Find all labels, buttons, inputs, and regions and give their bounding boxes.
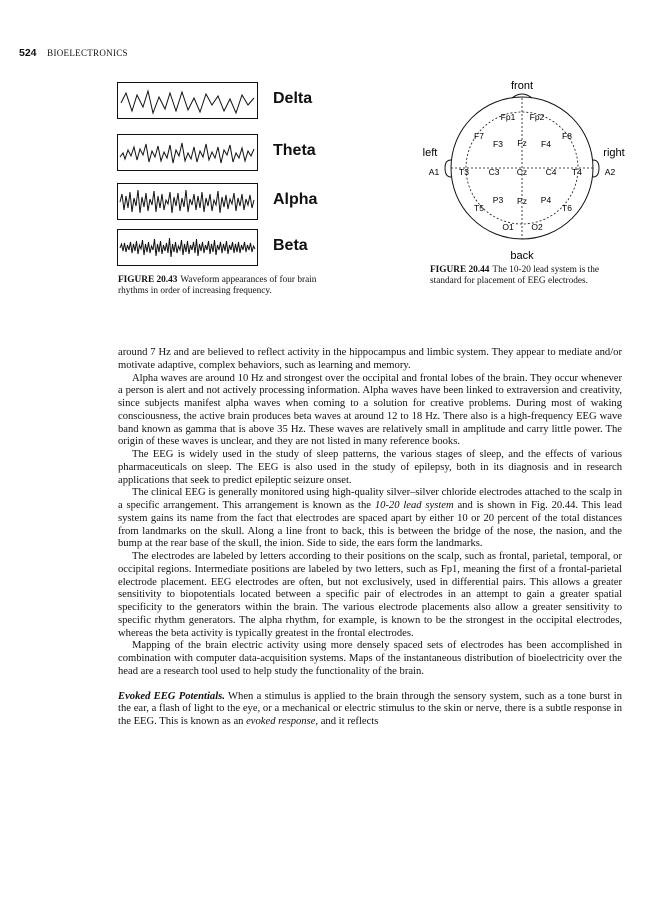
paragraph: Alpha waves are around 10 Hz and strongest over the occipital and frontal lobes of the brain. They occur whenever a person is alert and not actively processing information. Alpha waves have been linked to extraversion and creativity, since subjects manifest alpha waves when coming to a solution for creative problems. During most of waking consciousness, the active brain produces beta waves at around 12 to 18 Hz. There also is a high-frequency EEG wave band known as gamma that is above 35 Hz. These waves are relatively small in amplitude and carry little power. The origin of these waves is unclear, and they are not listed in many reference books. <box>118 372 622 448</box>
wave-trace-box <box>117 82 258 119</box>
paragraph: The EEG is widely used in the study of sleep patterns, the various stages of sleep, and the effects of various pharmaceuticals on sleep. The EEG is also used in the study of epilepsy, both in its diagnosis and in research applications that seek to predict epileptic seizure onset. <box>118 449 622 486</box>
electrode: F8 <box>562 131 572 141</box>
wave-panel-alpha <box>117 183 377 223</box>
electrode: O2 <box>531 222 543 232</box>
wave-label: Theta <box>273 142 316 159</box>
electrode: T3 <box>459 167 469 177</box>
delta-trace <box>118 83 257 118</box>
electrode: C3 <box>488 167 500 177</box>
paragraph <box>118 487 622 551</box>
electrode: Pz <box>517 196 527 206</box>
emphasis: evoked response <box>246 716 316 727</box>
label-left: left <box>422 147 438 159</box>
paragraph: The electrodes are labeled by letters according to their positions on the scalp, such as frontal, parietal, temporal, or occipital regions. Intermediate positions are labeled by two letters, such as Fp1, meaning the first of a frontal-parietal electrode placement. EEG electrodes are often, but not exclusively, used in differential pairs. This allows a greater sensitivity to biopotentials located between a specific pair of electrodes in an attempt to gain a greater spatial specificity to the generators within the brain. The various electrode placements also allow a greater sensitivity to specific rhythm generators. The alpha rhythm, for example, is known to be the strongest in the occipital electrodes, whereas the beta activity is typically greatest in the frontal electrodes. <box>118 551 622 639</box>
electrode: Fz <box>517 138 527 148</box>
wave-panel-beta <box>117 229 377 269</box>
right-ear <box>593 160 599 177</box>
body-text <box>118 347 622 729</box>
electrode: Cz <box>516 167 528 177</box>
electrode: Fp2 <box>529 112 545 122</box>
beta-trace <box>118 230 257 265</box>
paragraph <box>118 691 622 729</box>
electrode: T6 <box>562 203 572 213</box>
wave-label: Delta <box>273 90 313 107</box>
electrode: P3 <box>492 195 504 205</box>
wave-panel-delta <box>117 82 377 122</box>
caption-text: The 10-20 lead system is the standard for placement of EEG electrodes. <box>430 265 600 286</box>
wave-trace-box <box>117 183 258 220</box>
label-back: back <box>510 250 534 262</box>
paragraph: around 7 Hz and are believed to reflect activity in the hippocampus and limbic system. They appear to mediate and/or motivate adaptive, complex behaviors, such as learning and memory. <box>118 347 622 371</box>
electrode: F3 <box>493 139 503 149</box>
label-front: front <box>510 80 534 92</box>
electrode: A2 <box>604 167 616 177</box>
theta-trace <box>118 135 257 170</box>
page-number: 524 <box>19 47 37 59</box>
section-runin-heading: Evoked EEG Potentials. <box>118 690 225 702</box>
electrode: Fp1 <box>500 112 516 122</box>
wave-trace-box <box>117 134 258 171</box>
paragraph: Mapping of the brain electric activity using more densely spaced sets of electrodes has been accomplished in combination with computer data-acquisition systems. Maps of the instantaneous distribution of bioelectricity over the head are a research tool used to help study the functionality of the brain. <box>118 640 622 677</box>
running-header <box>19 47 128 59</box>
label-right: right <box>603 147 625 159</box>
wave-panel-theta <box>117 134 377 174</box>
caption-label: FIGURE 20.43 <box>118 275 178 285</box>
figure-20-44-caption <box>430 265 624 287</box>
electrode: P4 <box>540 195 552 205</box>
electrode: F7 <box>474 131 484 141</box>
electrode: C4 <box>545 167 557 177</box>
caption-label: FIGURE 20.44 <box>430 265 490 275</box>
wave-label: Beta <box>273 237 308 254</box>
electrode: O1 <box>502 222 514 232</box>
figure-20-43-caption <box>118 275 332 297</box>
electrode: A1 <box>428 167 440 177</box>
emphasis: 10-20 lead system <box>374 500 454 511</box>
eeg-10-20-diagram <box>410 76 635 266</box>
left-ear <box>445 160 451 177</box>
paragraph-text: , and it reflects <box>315 716 379 727</box>
wave-trace-box <box>117 229 258 266</box>
electrode: T5 <box>474 203 484 213</box>
wave-label: Alpha <box>273 191 318 208</box>
paragraph-text: and is shown in Fig. 20.44. This lead system gains its name from the fact that electrodes are spaced apart by either 10 or 20 percent of the total distances from landmarks on the skull. Along a line front to back, this is between the bridge of the nose, the nasion, and the bump at the rear base of the skull, the inion. Side to side, the ears form the landmarks. <box>118 500 622 550</box>
caption-text: Waveform appearances of four brain rhythms in order of increasing frequency. <box>118 275 317 296</box>
alpha-trace <box>118 184 257 219</box>
electrode: T4 <box>572 167 582 177</box>
electrode: F4 <box>541 139 551 149</box>
paragraph-text: The clinical EEG is generally monitored using high-quality silver–silver chloride electrodes attached to the scalp in a specific arrangement. This arrangement is known as the <box>118 487 622 511</box>
figure-20-44 <box>410 76 635 271</box>
running-title: BIOELECTRONICS <box>47 48 128 58</box>
paragraph-text: When a stimulus is applied to the brain through the sensory system, such as a tone burst in the ear, a flash of light to the eye, or a mechanical or electric stimulus to the skin or nerve, there is a subtle response in the EEG. This is known as an <box>118 690 622 727</box>
